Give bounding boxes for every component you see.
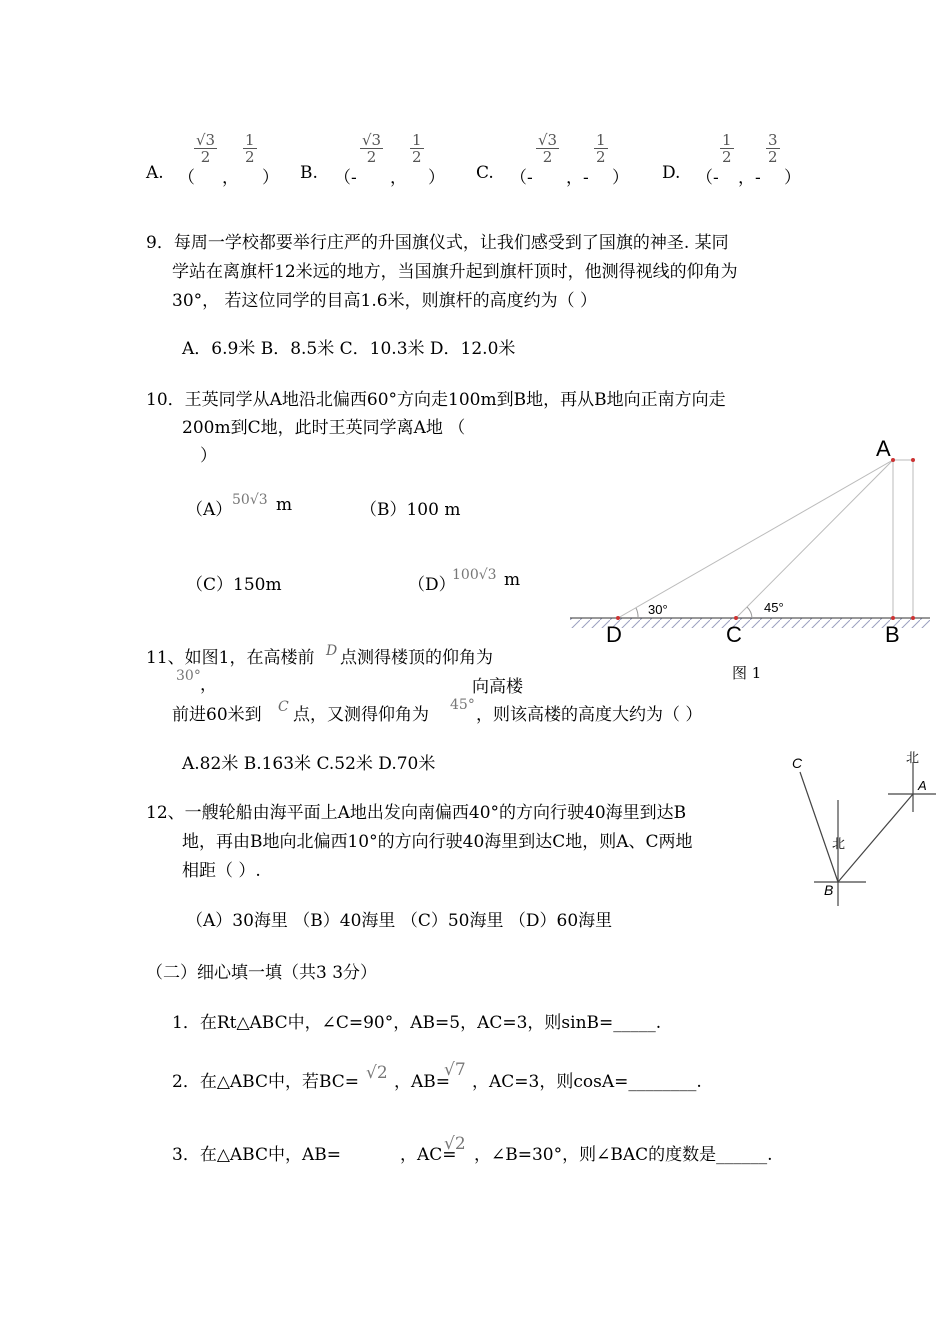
q10-option-c: （C）150m: [186, 575, 282, 595]
label-c: C: [726, 622, 742, 647]
point-d: [616, 616, 620, 620]
q10-option-d-label: （D）: [408, 575, 456, 595]
q11-line1-post: 点测得楼顶的仰角为: [340, 648, 493, 668]
q8-b-label: B.: [300, 163, 318, 183]
q11-point-d: D: [326, 643, 338, 659]
q8-a-frac1: $\frac{√3}{2}$: [196, 131, 216, 166]
q9-options: A．6.9米 B．8.5米 C．10.3米 D．12.0米: [182, 339, 516, 359]
point-a-right: [911, 458, 915, 462]
q12-line1: 12、一艘轮船由海平面上A地出发向南偏西40°的方向行驶40海里到达B: [146, 803, 687, 823]
q11-angle-30: 30°: [176, 668, 201, 684]
q8-b-close: ）: [428, 168, 445, 188]
q12-line3: 相距（ ）.: [182, 861, 261, 881]
fill-q3-post: ，∠B=30°，则∠BAC的度数是______.: [474, 1145, 773, 1165]
compass-label-b: B: [824, 882, 834, 898]
q8-d-frac1: $\frac{1}{2}$: [722, 131, 732, 166]
q10-option-a-math: 50√3: [232, 492, 268, 508]
q8-c-frac2: $\frac{1}{2}$: [596, 131, 606, 166]
q8-c-comma: ，-: [566, 168, 589, 188]
q8-d-close: ）: [784, 168, 801, 188]
ground-hatching: [570, 618, 930, 628]
q10-line1: 10．王英同学从A地沿北偏西60°方向走100m到B地，再从B地向正南方向走: [146, 390, 726, 410]
q8-d-open: （-: [696, 168, 719, 188]
q8-d-comma: ，-: [738, 168, 761, 188]
q11-line3-post: ，则该高楼的高度大约为（ ）: [476, 705, 703, 725]
angle-label-45: 45°: [764, 600, 784, 615]
q11-angle-45: 45°: [450, 697, 475, 713]
fill-question-1: 1．在Rt△ABC中，∠C=90°，AB=5，AC=3，则sinB=_____.: [172, 1013, 662, 1033]
label-a: A: [876, 436, 891, 461]
angle-arc-30: [636, 608, 638, 618]
figure-1-caption: 图 1: [732, 664, 762, 682]
angle-label-30: 30°: [648, 602, 668, 617]
q9-line2: 学站在离旗杆12米远的地方，当国旗升起到旗杆顶时，他测得视线的仰角为: [172, 262, 738, 282]
label-b: B: [885, 622, 900, 647]
fill-q2-root2: √2: [366, 1063, 388, 1083]
fill-q2-mid: ，AB=: [394, 1072, 451, 1092]
q8-c-close: ）: [612, 168, 629, 188]
section2-title: （二）细心填一填（共3 3分）: [146, 963, 378, 983]
point-b: [891, 616, 895, 620]
q8-a-comma: ，: [222, 168, 239, 188]
q8-c-frac1: $\frac{√3}{2}$: [538, 131, 558, 166]
q11-line2-post: 向高楼: [472, 677, 523, 697]
fill-q3-pre: 3．在△ABC中，AB=: [172, 1145, 341, 1165]
q10-option-a-label: （A）: [186, 500, 233, 520]
sightline-d-a: [618, 460, 893, 618]
q11-comma: ，: [200, 675, 217, 695]
q8-a-frac2: $\frac{1}{2}$: [245, 131, 255, 166]
q9-line1: 9．每周一学校都要举行庄严的升国旗仪式，让我们感受到了国旗的神圣. 某同: [146, 233, 729, 253]
q8-c-label: C.: [476, 163, 494, 183]
compass-north-a: 北: [906, 751, 920, 766]
compass-label-a: A: [918, 778, 927, 793]
q11-line3-pre: 前进60米到: [172, 705, 262, 725]
q8-c-open: （-: [510, 168, 533, 188]
q11-line1-pre: 11、如图1，在高楼前: [146, 648, 315, 668]
q8-b-frac1: $\frac{√3}{2}$: [362, 131, 382, 166]
fill-q3-root2: √2: [444, 1134, 466, 1154]
compass-diagram: [780, 745, 940, 910]
sightline-c-a: [736, 460, 893, 618]
q12-options: （A）30海里 （B）40海里 （C）50海里 （D）60海里: [186, 911, 613, 931]
fill-q2-post: ，AC=3，则cosA=________.: [472, 1072, 702, 1092]
q10-option-a-unit: m: [276, 495, 293, 515]
q10-line2: 200m到C地，此时王英同学离A地 （: [182, 418, 466, 438]
q8-b-frac2: $\frac{1}{2}$: [412, 131, 422, 166]
q11-point-c: C: [278, 699, 289, 715]
q9-line3: 30°， 若这位同学的目高1.6米，则旗杆的高度约为（ ）: [172, 291, 597, 311]
fill-q3-mid: ，AC=: [400, 1145, 457, 1165]
point-b-right: [911, 616, 915, 620]
q10-option-b: （B）100 m: [360, 500, 461, 520]
q8-a-label: A.: [146, 163, 164, 183]
q10-option-d-math: 100√3: [452, 567, 497, 583]
q8-d-label: D.: [662, 163, 681, 183]
q8-a-open: （: [178, 168, 195, 188]
q12-line2: 地，再由B地向北偏西10°的方向行驶40海里到达C地，则A、C两地: [182, 832, 693, 852]
q11-line3-mid: 点，又测得仰角为: [293, 705, 429, 725]
point-a: [891, 458, 895, 462]
path-b-to-c: [800, 772, 838, 882]
q8-b-open: （-: [334, 168, 357, 188]
label-d: D: [606, 622, 622, 647]
q10-option-d-unit: m: [504, 570, 521, 590]
path-a-to-b: [838, 794, 913, 882]
q8-d-frac2: $\frac{3}{2}$: [768, 131, 778, 166]
fill-q2-pre: 2．在△ABC中，若BC=: [172, 1072, 360, 1092]
compass-north-b: 北: [832, 837, 846, 852]
q8-b-comma: ，: [390, 168, 407, 188]
q11-options: A.82米 B.163米 C.52米 D.70米: [182, 754, 436, 774]
figure-1-diagram: [560, 430, 940, 690]
compass-label-c: C: [792, 755, 803, 771]
fill-q2-root7: √7: [444, 1060, 466, 1080]
point-c: [734, 616, 738, 620]
q8-a-close: ）: [262, 168, 279, 188]
angle-arc-45: [747, 607, 752, 618]
q10-line3: ）: [200, 446, 217, 466]
